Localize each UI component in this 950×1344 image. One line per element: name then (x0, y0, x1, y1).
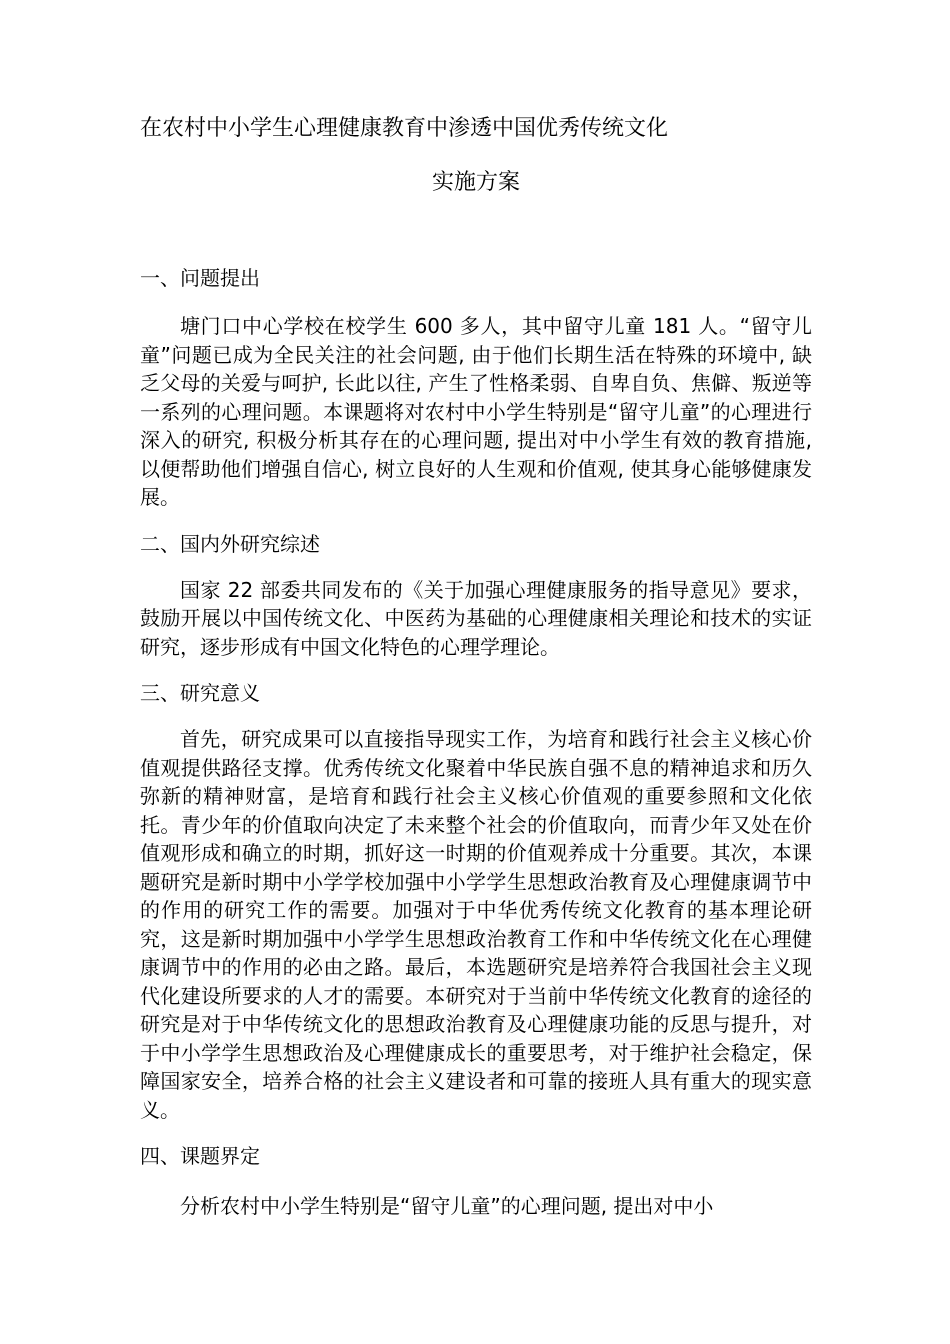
section-heading-problem: 一、问题提出 (140, 266, 260, 290)
document-subtitle: 实施方案 (431, 170, 520, 195)
section-heading-significance: 三、研究意义 (140, 681, 260, 705)
document-title: 在农村中小学生心理健康教育中渗透中国优秀传统文化 (140, 116, 669, 141)
section-paragraph-significance: 首先，研究成果可以直接指导现实工作，为培育和践行社会主义核心价值观提供路径支撑。优秀传统文化聚着中华民族自强不息的精神追求和历久弥新的精神财富，是培育和践行社会主义核心价值观的重要参照和文化依托。青少年的价值取向决定了未来整个社会的价值取向，而青少年又处在价值观形成和确立的时期，抓好这一时期的价值观养成十分重要。其次，本课题研究是新时期中小学学校加强中小学学生思想政治教育及心理健康调节中的作用的研究工作的需要。加强对于中华优秀传统文化教育的基本理论研究，这是新时期加强中小学学生思想政治教育工作和中华传统文化在心理健康调节中的作用的必由之路。最后，本选题研究是培养符合我国社会主义现代化建设所要求的人才的需要。本研究对于当前中华传统文化教育的途径的研究是对于中华传统文化的思想政治教育及心理健康功能的反思与提升，对于中小学学生思想政治及心理健康成长的重要思考，对于维护社会稳定，保障国家安全，培养合格的社会主义建设者和可靠的接班人具有重大的现实意义。 (140, 727, 812, 1122)
section-heading-definition: 四、课题界定 (140, 1144, 260, 1168)
document-page (140, 112, 812, 1221)
section-paragraph-definition: 分析农村中小学生特别是“留守儿童”的心理问题, 提出对中小 (180, 1194, 714, 1218)
section-paragraph-review: 国家 22 部委共同发布的《关于加强心理健康服务的指导意见》要求，鼓励开展以中国传统文化、中医药为基础的心理健康相关理论和技术的实证研究，逐步形成有中国文化特色的心理学理论。 (140, 577, 812, 659)
section-heading-review: 二、国内外研究综述 (140, 531, 320, 556)
section-paragraph-problem: 塘门口中心学校在校学生 600 多人，其中留守儿童 181 人。“留守儿童”问题已成为全民关注的社会问题, 由于他们长期生活在特殊的环境中, 缺乏父母的关爱与呵护, 长此以往, 产生了性格柔弱、自卑自负、焦僻、叛逆等一系列的心理问题。本课题将对农村中小学生特别是“留守儿童”的心理进行深入的研究, 积极分析其存在的心理问题, 提出对中小学生有效的教育措施, 以便帮助他们增强自信心, 树立良好的人生观和价值观, 使其身心能够健康发展。 (140, 314, 812, 509)
